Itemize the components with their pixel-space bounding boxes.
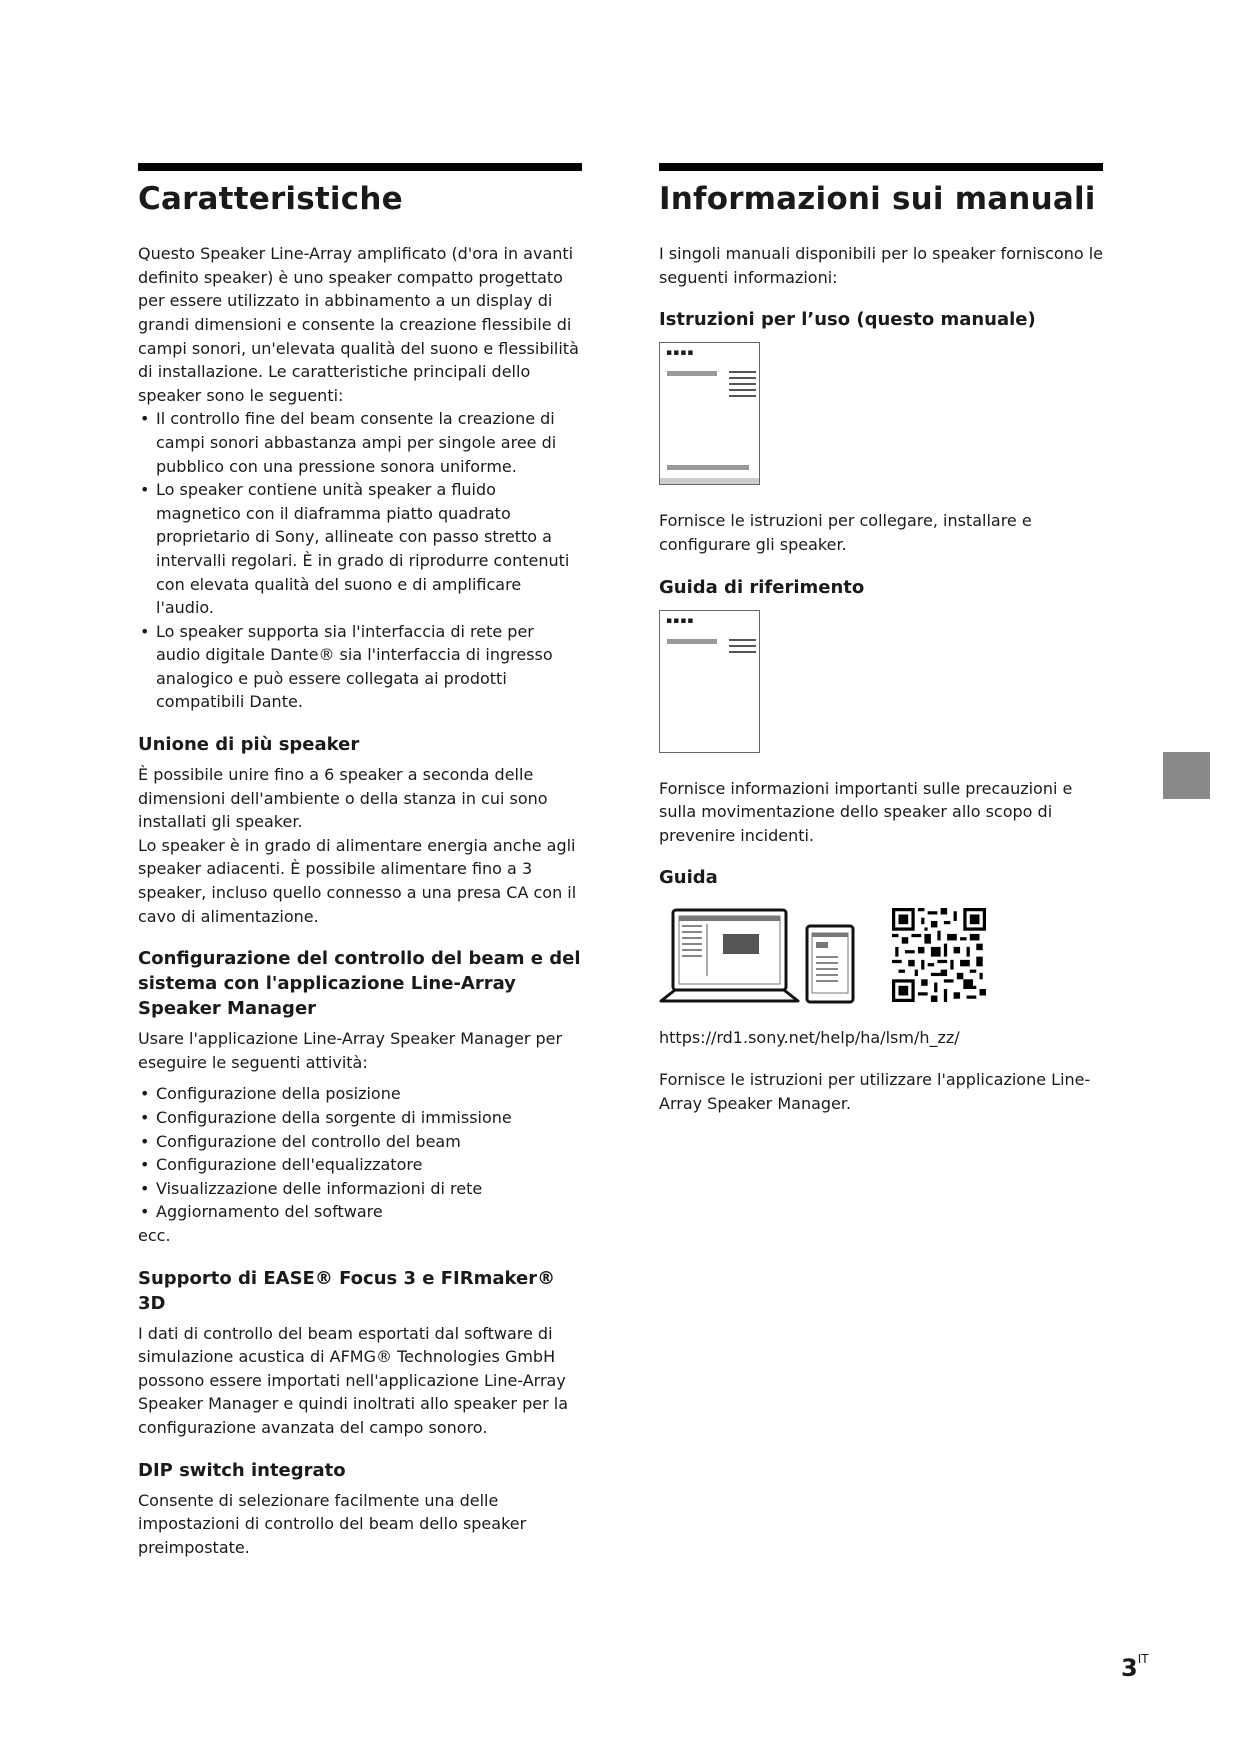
dip-text: Consente di selezionare facilmente una delle impostazioni di controllo del beam dello speaker preimpostate.	[138, 1490, 527, 1557]
manual2-text: Fornisce informazioni importanti sulle precauzioni e sulla movimentazione dello speaker allo scopo di prevenire incidenti.	[659, 778, 1073, 845]
feature-item: • Lo speaker supporta sia l'interfaccia di rete per audio digitale Dante® sia l'interfaccia di ingresso analogico e può essere collegata ai prodotti compatibili Dante.	[138, 620, 582, 714]
feature-item: • Lo speaker contiene unità speaker a fluido magnetico con il diaframma piatto quadrato proprietario di Sony, allineate con passo stretto a intervalli regolari. È in grado di riprodurre contenuti con elevata qualità del suono e di amplificare l'audio.	[138, 478, 582, 620]
page-number-value: 3	[1121, 1654, 1138, 1682]
guide-url[interactable]: https://rd1.sony.net/help/ha/lsm/h_zz/	[659, 1028, 960, 1048]
config-item: • Configurazione dell'equalizzatore	[138, 1153, 582, 1177]
manual-booklet-icon	[659, 342, 760, 485]
config-item: • Visualizzazione delle informazioni di rete	[138, 1177, 582, 1201]
manual-booklet-dots: ▪▪▪▪	[666, 348, 695, 359]
features-list	[138, 407, 582, 714]
features-title: Caratteristiche	[138, 181, 403, 217]
manual2-heading: Guida di riferimento	[659, 576, 865, 598]
guide-devices-illustration	[659, 906, 999, 1006]
config-heading: Configurazione del controllo del beam e del sistema con l'applicazione Line-Array Speaker Manager	[138, 948, 581, 1020]
features-intro: Questo Speaker Line-Array amplificato (d'ora in avanti definito speaker) è uno speaker compatto progettato per essere utilizzato in abbinamento a un display di grandi dimensioni e consente la creazione flessibile di campi sonori, un'elevata qualità del suono e flessibilità di installazione. Le caratteristiche principali dello speaker sono le seguenti:	[138, 244, 579, 405]
config-intro: Usare l'applicazione Line-Array Speaker Manager per eseguire le seguenti attività:	[138, 1029, 563, 1072]
section-rule	[138, 163, 582, 171]
reference-sheet-dots: ▪▪▪▪	[666, 615, 695, 626]
config-item: • Configurazione della posizione	[138, 1082, 582, 1106]
union-text-1: È possibile unire fino a 6 speaker a seconda delle dimensioni dell'ambiente o della stanza in cui sono installati gli speaker.	[138, 765, 548, 832]
config-item: • Aggiornamento del software	[138, 1200, 582, 1224]
guide-text: Fornisce le istruzioni per utilizzare l'applicazione Line-Array Speaker Manager.	[659, 1069, 1091, 1113]
manual1-heading: Istruzioni per l’uso (questo manuale)	[659, 309, 1036, 331]
dip-heading: DIP switch integrato	[138, 1459, 346, 1481]
manuals-intro: I singoli manuali disponibili per lo speaker forniscono le seguenti informazioni:	[659, 244, 1104, 287]
union-text-2: Lo speaker è in grado di alimentare energia anche agli speaker adiacenti. È possibile alimentare fino a 3 speaker, incluso quello connesso a una presa CA con il cavo di alimentazione.	[138, 835, 577, 926]
page-number	[1121, 1654, 1149, 1682]
manual1-text: Fornisce le istruzioni per collegare, installare e configurare gli speaker.	[659, 511, 1032, 554]
right-column	[659, 163, 1103, 1115]
config-etc: ecc.	[138, 1225, 171, 1245]
manuals-title: Informazioni sui manuali	[659, 181, 1096, 217]
config-item: • Configurazione del controllo del beam	[138, 1130, 582, 1154]
section-tab-marker	[1163, 752, 1210, 799]
qr-code-icon	[892, 908, 986, 1002]
ease-heading: Supporto di EASE® Focus 3 e FIRmaker® 3D	[138, 1267, 556, 1314]
reference-sheet-icon	[659, 610, 760, 753]
page-language: IT	[1137, 1652, 1149, 1666]
left-column	[138, 163, 582, 1559]
union-heading: Unione di più speaker	[138, 734, 360, 756]
feature-item: • Il controllo fine del beam consente la creazione di campi sonori abbastanza ampi per singole aree di pubblico con una pressione sonora uniforme.	[138, 407, 582, 478]
config-list	[138, 1082, 582, 1224]
section-rule	[659, 163, 1103, 171]
ease-text: I dati di controllo del beam esportati dal software di simulazione acustica di AFMG® Technologies GmbH possono essere importati nell'applicazione Line-Array Speaker Manager e quindi inoltrati allo speaker per la configurazione avanzata del campo sonoro.	[138, 1323, 568, 1437]
config-item: • Configurazione della sorgente di immissione	[138, 1106, 582, 1130]
guide-heading: Guida	[659, 867, 718, 889]
